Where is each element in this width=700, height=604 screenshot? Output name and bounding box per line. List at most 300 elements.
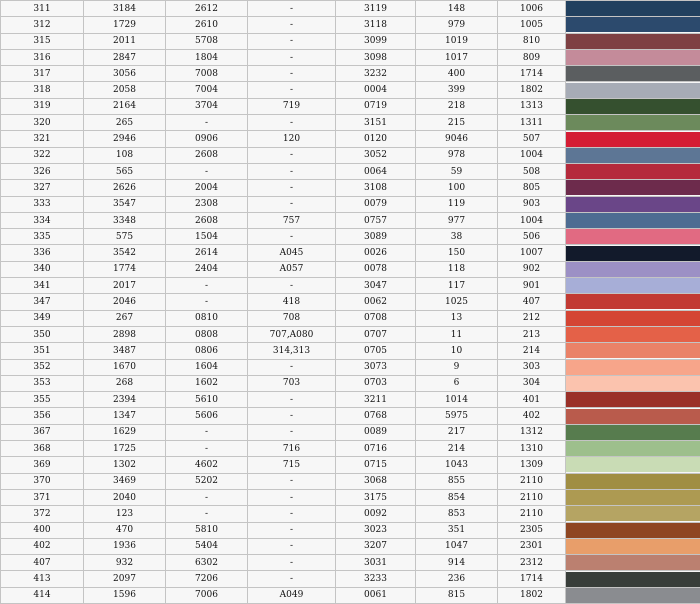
col-5-cell: 0078: [336, 261, 416, 277]
col-1-cell: 407: [1, 555, 84, 571]
color-swatch: [566, 572, 700, 587]
col-1-cell: 340: [1, 261, 84, 277]
col-1-cell: 402: [1, 538, 84, 554]
color-swatch: [566, 213, 700, 228]
color-swatch: [566, 294, 700, 309]
col-1-cell: 319: [1, 98, 84, 114]
col-2-cell: 565: [84, 163, 166, 179]
col-2-cell: 2017: [84, 278, 166, 294]
color-swatch-cell: [566, 212, 700, 228]
col-1-cell: 315: [1, 33, 84, 49]
color-swatch: [566, 474, 700, 489]
table-row: [1, 506, 700, 522]
color-swatch: [566, 197, 700, 212]
col-4-cell: 707,A080: [248, 326, 336, 342]
color-swatch-cell: [566, 261, 700, 277]
col-3-cell: 0806: [166, 343, 248, 359]
color-swatch-cell: [566, 180, 700, 196]
table-row: [1, 131, 700, 147]
col-7-cell: 1802: [498, 82, 566, 98]
col-4-cell: -: [248, 163, 336, 179]
col-7-cell: 1714: [498, 66, 566, 82]
col-7-cell: 1313: [498, 98, 566, 114]
col-6-cell: 1043: [416, 457, 498, 473]
color-swatch-cell: [566, 33, 700, 49]
col-5-cell: 3175: [336, 489, 416, 505]
col-2-cell: 1774: [84, 261, 166, 277]
col-6-cell: 217: [416, 424, 498, 440]
color-swatch-cell: [566, 17, 700, 33]
col-5-cell: 3151: [336, 115, 416, 131]
col-2-cell: 1936: [84, 538, 166, 554]
col-6-cell: 977: [416, 212, 498, 228]
col-6-cell: 38: [416, 229, 498, 245]
color-swatch: [566, 1, 700, 16]
col-4-cell: -: [248, 49, 336, 65]
col-2-cell: 2394: [84, 392, 166, 408]
table-row: [1, 294, 700, 310]
col-3-cell: -: [166, 278, 248, 294]
table-row: [1, 473, 700, 489]
col-2-cell: 1347: [84, 408, 166, 424]
table-row: [1, 587, 700, 603]
col-5-cell: 0026: [336, 245, 416, 261]
col-4-cell: -: [248, 82, 336, 98]
col-1-cell: 352: [1, 359, 84, 375]
col-6-cell: 815: [416, 587, 498, 603]
col-4-cell: A049: [248, 587, 336, 603]
col-5-cell: 0089: [336, 424, 416, 440]
col-4-cell: 719: [248, 98, 336, 114]
col-7-cell: 508: [498, 163, 566, 179]
col-7-cell: 1310: [498, 441, 566, 457]
color-swatch: [566, 246, 700, 261]
color-swatch-cell: [566, 1, 700, 17]
col-2-cell: 2046: [84, 294, 166, 310]
table-row: [1, 359, 700, 375]
col-3-cell: 7206: [166, 571, 248, 587]
col-3-cell: 5610: [166, 392, 248, 408]
col-7-cell: 214: [498, 343, 566, 359]
col-7-cell: 304: [498, 375, 566, 391]
color-swatch-cell: [566, 441, 700, 457]
color-swatch-cell: [566, 375, 700, 391]
col-1-cell: 318: [1, 82, 84, 98]
col-2-cell: 265: [84, 115, 166, 131]
col-5-cell: 0064: [336, 163, 416, 179]
col-2-cell: 2040: [84, 489, 166, 505]
col-6-cell: 6: [416, 375, 498, 391]
col-6-cell: 215: [416, 115, 498, 131]
col-3-cell: 0808: [166, 326, 248, 342]
table-row: [1, 375, 700, 391]
col-7-cell: 402: [498, 408, 566, 424]
table-row: [1, 66, 700, 82]
table-row: [1, 392, 700, 408]
color-swatch: [566, 457, 700, 472]
col-3-cell: 5202: [166, 473, 248, 489]
col-7-cell: 507: [498, 131, 566, 147]
col-3-cell: 2610: [166, 17, 248, 33]
table-row: [1, 163, 700, 179]
col-2-cell: 2058: [84, 82, 166, 98]
col-4-cell: 314,313: [248, 343, 336, 359]
col-1-cell: 371: [1, 489, 84, 505]
color-swatch-cell: [566, 457, 700, 473]
color-swatch: [566, 441, 700, 456]
color-swatch: [566, 115, 700, 130]
color-swatch: [566, 490, 700, 505]
col-5-cell: 0715: [336, 457, 416, 473]
col-1-cell: 347: [1, 294, 84, 310]
col-5-cell: 3232: [336, 66, 416, 82]
color-swatch-cell: [566, 392, 700, 408]
col-3-cell: 5606: [166, 408, 248, 424]
col-6-cell: 11: [416, 326, 498, 342]
col-6-cell: 399: [416, 82, 498, 98]
col-6-cell: 855: [416, 473, 498, 489]
color-swatch-cell: [566, 98, 700, 114]
col-5-cell: 3023: [336, 522, 416, 538]
col-4-cell: -: [248, 115, 336, 131]
color-swatch-cell: [566, 571, 700, 587]
col-2-cell: 3469: [84, 473, 166, 489]
col-4-cell: -: [248, 538, 336, 554]
col-3-cell: -: [166, 163, 248, 179]
col-6-cell: 10: [416, 343, 498, 359]
color-swatch-cell: [566, 229, 700, 245]
col-1-cell: 400: [1, 522, 84, 538]
col-5-cell: 3098: [336, 49, 416, 65]
color-swatch-cell: [566, 555, 700, 571]
col-6-cell: 351: [416, 522, 498, 538]
color-swatch: [566, 262, 700, 277]
col-5-cell: 3108: [336, 180, 416, 196]
col-4-cell: -: [248, 180, 336, 196]
col-6-cell: 5975: [416, 408, 498, 424]
col-3-cell: 4602: [166, 457, 248, 473]
color-swatch: [566, 392, 700, 407]
color-swatch: [566, 409, 700, 424]
col-7-cell: 1802: [498, 587, 566, 603]
table-row: [1, 261, 700, 277]
col-7-cell: 809: [498, 49, 566, 65]
col-2-cell: 123: [84, 506, 166, 522]
col-7-cell: 303: [498, 359, 566, 375]
color-swatch: [566, 50, 700, 65]
col-2-cell: 2164: [84, 98, 166, 114]
col-2-cell: 3056: [84, 66, 166, 82]
color-swatch-cell: [566, 278, 700, 294]
col-4-cell: -: [248, 522, 336, 538]
col-4-cell: -: [248, 359, 336, 375]
table-row: [1, 115, 700, 131]
col-4-cell: -: [248, 229, 336, 245]
col-4-cell: -: [248, 17, 336, 33]
col-6-cell: 9046: [416, 131, 498, 147]
col-4-cell: -: [248, 506, 336, 522]
col-3-cell: -: [166, 489, 248, 505]
col-2-cell: 1670: [84, 359, 166, 375]
col-7-cell: 1309: [498, 457, 566, 473]
color-swatch-cell: [566, 66, 700, 82]
table-row: [1, 82, 700, 98]
col-3-cell: 7004: [166, 82, 248, 98]
table-row: [1, 326, 700, 342]
table-row: [1, 33, 700, 49]
col-3-cell: 0906: [166, 131, 248, 147]
col-4-cell: -: [248, 196, 336, 212]
color-swatch: [566, 523, 700, 538]
col-1-cell: 350: [1, 326, 84, 342]
color-swatch: [566, 555, 700, 570]
col-4-cell: -: [248, 33, 336, 49]
col-3-cell: -: [166, 506, 248, 522]
color-swatch-cell: [566, 196, 700, 212]
col-4-cell: -: [248, 278, 336, 294]
color-swatch-cell: [566, 131, 700, 147]
col-5-cell: 0062: [336, 294, 416, 310]
col-4-cell: -: [248, 147, 336, 163]
col-3-cell: -: [166, 424, 248, 440]
col-3-cell: 2004: [166, 180, 248, 196]
col-4-cell: -: [248, 473, 336, 489]
col-6-cell: 1014: [416, 392, 498, 408]
col-2-cell: 470: [84, 522, 166, 538]
col-1-cell: 320: [1, 115, 84, 131]
col-4-cell: -: [248, 408, 336, 424]
table-row: [1, 441, 700, 457]
col-3-cell: 7006: [166, 587, 248, 603]
col-2-cell: 267: [84, 310, 166, 326]
col-4-cell: 708: [248, 310, 336, 326]
col-7-cell: 1004: [498, 212, 566, 228]
col-2-cell: 2898: [84, 326, 166, 342]
col-7-cell: 407: [498, 294, 566, 310]
table-row: [1, 555, 700, 571]
col-1-cell: 355: [1, 392, 84, 408]
col-2-cell: 108: [84, 147, 166, 163]
col-2-cell: 1629: [84, 424, 166, 440]
col-6-cell: 214: [416, 441, 498, 457]
col-1-cell: 312: [1, 17, 84, 33]
col-6-cell: 59: [416, 163, 498, 179]
col-7-cell: 2301: [498, 538, 566, 554]
col-5-cell: 3047: [336, 278, 416, 294]
col-4-cell: 703: [248, 375, 336, 391]
col-2-cell: 2946: [84, 131, 166, 147]
col-1-cell: 369: [1, 457, 84, 473]
col-6-cell: 100: [416, 180, 498, 196]
col-3-cell: -: [166, 115, 248, 131]
col-5-cell: 3031: [336, 555, 416, 571]
color-swatch: [566, 34, 700, 49]
col-3-cell: 3704: [166, 98, 248, 114]
col-1-cell: 353: [1, 375, 84, 391]
col-3-cell: 2608: [166, 147, 248, 163]
table-row: [1, 212, 700, 228]
color-swatch-cell: [566, 538, 700, 554]
col-1-cell: 372: [1, 506, 84, 522]
col-2-cell: 2011: [84, 33, 166, 49]
col-6-cell: 13: [416, 310, 498, 326]
table-row: [1, 1, 700, 17]
col-5-cell: 3233: [336, 571, 416, 587]
color-swatch: [566, 343, 700, 358]
col-6-cell: 1047: [416, 538, 498, 554]
col-5-cell: 0705: [336, 343, 416, 359]
col-1-cell: 367: [1, 424, 84, 440]
col-3-cell: -: [166, 294, 248, 310]
col-7-cell: 213: [498, 326, 566, 342]
col-5-cell: 0061: [336, 587, 416, 603]
col-6-cell: 117: [416, 278, 498, 294]
col-7-cell: 212: [498, 310, 566, 326]
color-swatch: [566, 148, 700, 163]
col-5-cell: 3118: [336, 17, 416, 33]
color-swatch-cell: [566, 115, 700, 131]
color-swatch-cell: [566, 424, 700, 440]
color-swatch: [566, 311, 700, 326]
table-row: [1, 571, 700, 587]
table-row: [1, 49, 700, 65]
color-swatch-cell: [566, 489, 700, 505]
col-4-cell: -: [248, 392, 336, 408]
col-4-cell: A057: [248, 261, 336, 277]
color-swatch: [566, 180, 700, 195]
table-row: [1, 278, 700, 294]
col-6-cell: 1017: [416, 49, 498, 65]
col-1-cell: 351: [1, 343, 84, 359]
col-3-cell: 5810: [166, 522, 248, 538]
col-6-cell: 978: [416, 147, 498, 163]
col-1-cell: 335: [1, 229, 84, 245]
col-6-cell: 1025: [416, 294, 498, 310]
color-swatch: [566, 132, 700, 147]
col-2-cell: 2626: [84, 180, 166, 196]
col-5-cell: 3207: [336, 538, 416, 554]
col-7-cell: 1311: [498, 115, 566, 131]
table-row: [1, 180, 700, 196]
col-7-cell: 506: [498, 229, 566, 245]
col-1-cell: 334: [1, 212, 84, 228]
color-swatch: [566, 327, 700, 342]
color-swatch-cell: [566, 245, 700, 261]
table-row: [1, 343, 700, 359]
col-1-cell: 311: [1, 1, 84, 17]
col-6-cell: 853: [416, 506, 498, 522]
col-1-cell: 317: [1, 66, 84, 82]
table-row: [1, 98, 700, 114]
col-6-cell: 118: [416, 261, 498, 277]
col-6-cell: 914: [416, 555, 498, 571]
col-1-cell: 341: [1, 278, 84, 294]
col-6-cell: 854: [416, 489, 498, 505]
col-7-cell: 2110: [498, 489, 566, 505]
col-5-cell: 0079: [336, 196, 416, 212]
col-7-cell: 2110: [498, 473, 566, 489]
col-2-cell: 268: [84, 375, 166, 391]
color-swatch: [566, 99, 700, 114]
table-row: [1, 196, 700, 212]
col-3-cell: 6302: [166, 555, 248, 571]
color-swatch-cell: [566, 163, 700, 179]
col-3-cell: 2608: [166, 212, 248, 228]
color-swatch-cell: [566, 506, 700, 522]
col-4-cell: 757: [248, 212, 336, 228]
col-1-cell: 349: [1, 310, 84, 326]
col-3-cell: 1604: [166, 359, 248, 375]
table-row: [1, 489, 700, 505]
col-5-cell: 3068: [336, 473, 416, 489]
col-7-cell: 2305: [498, 522, 566, 538]
col-6-cell: 979: [416, 17, 498, 33]
col-3-cell: 1804: [166, 49, 248, 65]
col-1-cell: 413: [1, 571, 84, 587]
col-2-cell: 1729: [84, 17, 166, 33]
color-swatch-cell: [566, 408, 700, 424]
col-5-cell: 3099: [336, 33, 416, 49]
color-swatch-cell: [566, 82, 700, 98]
col-7-cell: 1007: [498, 245, 566, 261]
col-4-cell: 716: [248, 441, 336, 457]
col-4-cell: 120: [248, 131, 336, 147]
col-3-cell: 2404: [166, 261, 248, 277]
col-3-cell: 5708: [166, 33, 248, 49]
table-row: [1, 522, 700, 538]
color-swatch: [566, 539, 700, 554]
color-swatch-cell: [566, 310, 700, 326]
col-7-cell: 902: [498, 261, 566, 277]
col-4-cell: -: [248, 555, 336, 571]
col-5-cell: 0757: [336, 212, 416, 228]
col-2-cell: 3487: [84, 343, 166, 359]
col-2-cell: 932: [84, 555, 166, 571]
col-5-cell: 3211: [336, 392, 416, 408]
col-6-cell: 119: [416, 196, 498, 212]
col-6-cell: 150: [416, 245, 498, 261]
color-swatch: [566, 588, 700, 603]
col-1-cell: 316: [1, 49, 84, 65]
col-6-cell: 236: [416, 571, 498, 587]
col-5-cell: 3073: [336, 359, 416, 375]
col-1-cell: 414: [1, 587, 84, 603]
col-5-cell: 3089: [336, 229, 416, 245]
color-swatch: [566, 83, 700, 98]
col-4-cell: -: [248, 489, 336, 505]
col-7-cell: 901: [498, 278, 566, 294]
color-swatch-cell: [566, 522, 700, 538]
col-2-cell: 3184: [84, 1, 166, 17]
col-3-cell: 0810: [166, 310, 248, 326]
col-7-cell: 903: [498, 196, 566, 212]
col-2-cell: 1725: [84, 441, 166, 457]
col-3-cell: 1504: [166, 229, 248, 245]
col-5-cell: 0708: [336, 310, 416, 326]
col-4-cell: 418: [248, 294, 336, 310]
table-row: [1, 147, 700, 163]
col-3-cell: 5404: [166, 538, 248, 554]
table-row: [1, 424, 700, 440]
col-4-cell: -: [248, 66, 336, 82]
color-swatch: [566, 17, 700, 32]
col-6-cell: 218: [416, 98, 498, 114]
col-2-cell: 2847: [84, 49, 166, 65]
col-5-cell: 0092: [336, 506, 416, 522]
color-swatch-cell: [566, 473, 700, 489]
col-1-cell: 322: [1, 147, 84, 163]
col-3-cell: 1602: [166, 375, 248, 391]
